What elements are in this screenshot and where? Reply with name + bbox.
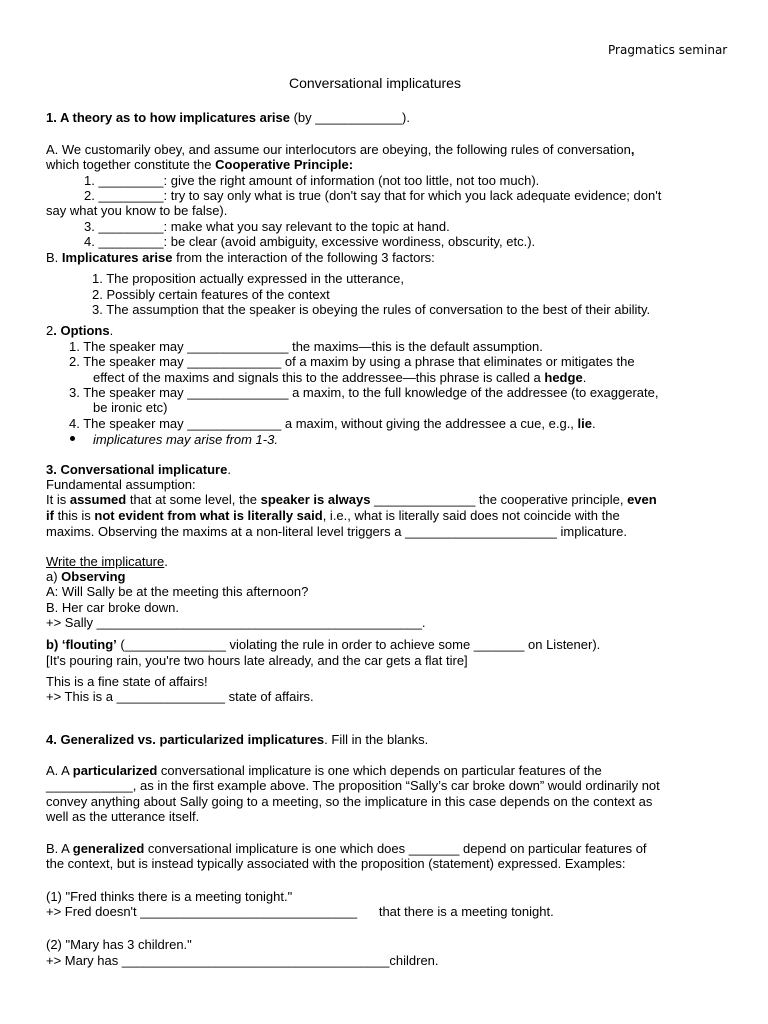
section-3-para-line-1 [46,492,657,507]
section-1-heading-bold: 1. A theory as to how implicatures arise [46,110,290,125]
section-3-para-line-3: maxims. Observing the maxims at a non-literal level triggers a _____________________ implicature. [46,524,627,539]
maxim-rule-3: 3. _________: make what you say relevant to the topic at hand. [84,219,450,234]
para-1-assumed: assumed [69,492,127,507]
para-1-c: that at some level, the [126,492,261,507]
particularized-prefix: A. A [46,763,73,778]
maxim-rule-4: 4. _________: be clear (avoid ambiguity, excessive wordiness, obscurity, etc.). [84,234,536,249]
para-2-not-evident: not evident from what is literally said [94,508,323,523]
particularized-rest: conversational implicature is one which depends on particular features of the [157,763,602,778]
factor-2: 2. Possibly certain features of the context [92,287,330,302]
option-2: 2. The speaker may _____________ of a maxim by using a phrase that eliminates or mitigates the [69,354,635,369]
maxim-rule-2: 2. _________: try to say only what is true (don't say that for which you lack adequate evidence; don't [84,188,662,203]
section-2-number: 2 [46,323,54,338]
option-3: 3. The speaker may ______________ a maxim, to the full knowledge of the addressee (to exaggerate, [69,385,659,400]
section-1-a-line-2 [46,157,353,172]
para-1-e: ______________ the cooperative principle, [370,492,628,507]
fundamental-assumption-label: Fundamental assumption: [46,477,196,492]
observing-line-b: B. Her car broke down. [46,600,179,615]
para-1-even: even [627,492,657,507]
example-2: (2) "Mary has 3 children." [46,937,192,952]
particularized-term: particularized [72,763,158,778]
flouting-heading [46,637,600,652]
section-2-heading-bold: . Options [53,323,110,338]
hedge-term: hedge [544,370,583,385]
option-3-cont: be ironic etc) [93,400,168,415]
example-2-implicature: +> Mary has _____________________________________children. [46,953,439,968]
generalized-term: generalized [72,841,145,856]
option-2-cont [93,370,586,385]
section-4-heading [46,732,428,747]
para-1-speaker-always: speaker is always [260,492,371,507]
section-3-heading [46,462,231,477]
section-1-a-line-2-text: which together constitute the [46,157,216,172]
section-3-heading-bold: 3. Conversational implicature [46,462,228,477]
flouting-implicature: +> This is a _______________ state of affairs. [46,689,314,704]
example-1: (1) "Fred thinks there is a meeting tonight." [46,889,293,904]
para-2-b: this is [53,508,95,523]
observing-implicature: +> Sally _____________________________________________. [46,615,426,630]
particularized-line-3: convey anything about Sally going to a meeting, so the implicature in this case depends on the context as [46,794,653,809]
flouting-line-a: This is a fine state of affairs! [46,674,208,689]
option-2-cont-text: effect of the maxims and signals this to the addressee—this phrase is called a [93,370,545,385]
section-1-a-line-1 [46,142,634,157]
generalized-line-2: the context, but is instead typically associated with the proposition (statement) expressed. Examples: [46,856,626,871]
bullet-icon [70,436,75,441]
observing-line-a: A: Will Sally be at the meeting this afternoon? [46,584,309,599]
option-4 [69,416,596,431]
particularized-line-2: ____________, as in the first example above. The proposition “Sally’s car broke down” would ordinarily not [46,778,660,793]
generalized-rest: conversational implicature is one which does _______ depend on particular features of [144,841,647,856]
para-1-a: It is [46,492,70,507]
particularized-line-1 [46,763,602,778]
flouting-term: b) ‘flouting’ [46,637,117,652]
section-1-a-comma: , [630,142,635,157]
write-implicature-underlined: Write the implicature [46,554,165,569]
maxim-rule-1: 1. _________: give the right amount of information (not too little, not too much). [84,173,540,188]
implicatures-arise-term: Implicatures arise [61,250,173,265]
section-4-heading-rest: . Fill in the blanks. [324,732,429,747]
write-implicature-end: . [164,554,168,569]
para-2-if: if [46,508,54,523]
section-1-heading-rest: (by ____________). [289,110,410,125]
observing-heading [46,569,125,584]
maxim-rule-2-cont: say what you know to be false). [46,203,228,218]
section-1-b-rest: from the interaction of the following 3 factors: [172,250,435,265]
write-implicature-label [46,554,168,569]
observing-prefix: a) [46,569,62,584]
page-title: Conversational implicatures [289,75,461,91]
factor-3: 3. The assumption that the speaker is obeying the rules of conversation to the best of their ability. [92,302,651,317]
flouting-context: [It's pouring rain, you're two hours late already, and the car gets a flat tire] [46,653,468,668]
options-note: implicatures may arise from 1-3. [93,432,278,447]
section-1-b-line [46,250,435,265]
section-2-heading-rest: . [109,323,114,338]
section-2-heading [46,323,113,338]
option-4-end: . [592,416,596,431]
example-1-implicature: +> Fred doesn't ______________________________ that there is a meeting tonight. [46,904,554,919]
generalized-line-1 [46,841,647,856]
section-4-heading-bold: 4. Generalized vs. particularized implicatures [46,732,325,747]
section-3-para-line-2 [46,508,620,523]
particularized-line-4: well as the utterance itself. [46,809,200,824]
observing-term: Observing [61,569,126,584]
option-1: 1. The speaker may ______________ the maxims—this is the default assumption. [69,339,543,354]
section-3-heading-rest: . [227,462,231,477]
option-4-text: 4. The speaker may _____________ a maxim, without giving the addressee a cue, e.g., [69,416,578,431]
lie-term: lie [577,416,592,431]
flouting-rest: (______________ violating the rule in order to achieve some _______ on Listener). [116,637,601,652]
generalized-prefix: B. A [46,841,73,856]
option-2-cont-end: . [582,370,587,385]
header-course-name: Pragmatics seminar [608,43,728,57]
section-1-heading [46,110,410,125]
cooperative-principle-term: Cooperative Principle: [215,157,354,172]
section-1-a-text: A. We customarily obey, and assume our interlocutors are obeying, the following rules of conversation [46,142,631,157]
para-2-d: , i.e., what is literally said does not coincide with the [322,508,620,523]
factor-1: 1. The proposition actually expressed in the utterance, [92,271,404,286]
section-1-b-prefix: B. [46,250,62,265]
